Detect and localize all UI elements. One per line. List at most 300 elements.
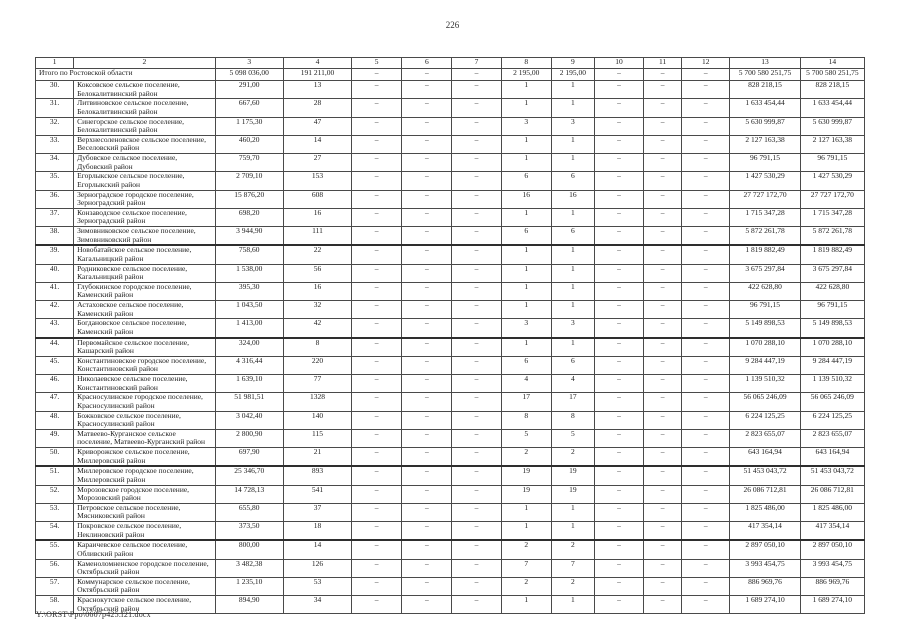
table-row	[36, 559, 865, 577]
value-cell: –	[682, 540, 730, 559]
row-number-cell: 31.	[36, 99, 74, 117]
value-cell: –	[682, 227, 730, 246]
column-number-cell: 2	[74, 58, 216, 69]
value-cell: –	[452, 577, 501, 595]
value-cell: –	[594, 375, 643, 393]
value-cell: –	[682, 466, 730, 485]
value-cell: –	[594, 319, 643, 338]
value-cell: –	[594, 264, 643, 282]
value-cell: –	[402, 319, 452, 338]
value-cell: –	[402, 154, 452, 172]
value-cell: –	[452, 448, 501, 467]
value-cell: 56 065 246,09	[730, 393, 800, 411]
value-cell: 1	[551, 522, 594, 541]
value-cell: 1 689 274,10	[730, 596, 800, 614]
total-value-cell: –	[452, 69, 501, 81]
value-cell: 8	[283, 338, 351, 357]
value-cell: –	[352, 429, 402, 447]
value-cell: 3 482,38	[215, 559, 283, 577]
value-cell: 3	[501, 319, 551, 338]
row-number-cell: 57.	[36, 577, 74, 595]
value-cell: 1	[551, 245, 594, 264]
row-number-cell: 44.	[36, 338, 74, 357]
value-cell: 6	[501, 227, 551, 246]
row-number-cell: 40.	[36, 264, 74, 282]
settlement-name-cell: Новобатайское сельское поселение, Кагальницкий район	[74, 245, 216, 264]
value-cell: –	[682, 596, 730, 614]
value-cell: 4	[501, 375, 551, 393]
value-cell: 1 819 882,49	[800, 245, 864, 264]
value-cell: –	[352, 503, 402, 521]
value-cell: –	[402, 190, 452, 208]
value-cell: –	[594, 338, 643, 357]
value-cell: 2 897 050,10	[800, 540, 864, 559]
value-cell: –	[402, 485, 452, 503]
value-cell: –	[402, 99, 452, 117]
column-number-cell: 12	[682, 58, 730, 69]
value-cell: –	[352, 577, 402, 595]
value-cell: –	[644, 559, 682, 577]
value-cell: –	[594, 503, 643, 521]
settlement-name-cell: Литвиновское сельское поселение, Белокалитвинский район	[74, 99, 216, 117]
value-cell: 422 628,80	[800, 282, 864, 300]
value-cell: 2	[551, 448, 594, 467]
value-cell: –	[594, 596, 643, 614]
value-cell: 1 413,00	[215, 319, 283, 338]
settlement-name-cell: Красносулинское городское поселение, Красносулинский район	[74, 393, 216, 411]
column-number-cell: 1	[36, 58, 74, 69]
value-cell: 324,00	[215, 338, 283, 357]
value-cell: 643 164,94	[730, 448, 800, 467]
total-value-cell: –	[594, 69, 643, 81]
value-cell: 2 127 163,38	[800, 135, 864, 153]
value-cell: 1 427 530,29	[800, 172, 864, 190]
value-cell: –	[682, 99, 730, 117]
value-cell: 1	[501, 503, 551, 521]
value-cell: 2	[501, 540, 551, 559]
total-label-cell: Итого по Ростовской области	[36, 69, 216, 81]
total-value-cell: 191 211,00	[283, 69, 351, 81]
value-cell: 373,50	[215, 522, 283, 541]
value-cell: –	[402, 245, 452, 264]
column-number-cell: 14	[800, 58, 864, 69]
value-cell: 1	[551, 81, 594, 99]
value-cell: 3 944,90	[215, 227, 283, 246]
value-cell: 27 727 172,70	[730, 190, 800, 208]
value-cell: –	[644, 208, 682, 226]
table-row	[36, 282, 865, 300]
settlement-name-cell: Николаевское сельское поселение, Константиновский район	[74, 375, 216, 393]
value-cell: –	[682, 356, 730, 374]
value-cell: 1	[501, 282, 551, 300]
value-cell: 2 709,10	[215, 172, 283, 190]
value-cell: 1 070 288,10	[730, 338, 800, 357]
value-cell: –	[402, 596, 452, 614]
value-cell: 1 139 510,32	[800, 375, 864, 393]
value-cell: 655,80	[215, 503, 283, 521]
value-cell: –	[452, 117, 501, 135]
value-cell: 5 872 261,78	[730, 227, 800, 246]
value-cell: 2 800,90	[215, 429, 283, 447]
value-cell: 8	[551, 411, 594, 429]
value-cell: 51 453 043,72	[730, 466, 800, 485]
value-cell: –	[452, 245, 501, 264]
value-cell: 1	[551, 264, 594, 282]
row-number-cell: 58.	[36, 596, 74, 614]
row-number-cell: 38.	[36, 227, 74, 246]
value-cell: –	[402, 264, 452, 282]
value-cell: 6 224 125,25	[800, 411, 864, 429]
total-value-cell: 2 195,00	[551, 69, 594, 81]
value-cell: 19	[551, 466, 594, 485]
value-cell: –	[352, 540, 402, 559]
value-cell: 1	[551, 135, 594, 153]
value-cell: –	[594, 99, 643, 117]
settlement-name-cell: Божковское сельское поселение, Красносулинский район	[74, 411, 216, 429]
row-number-cell: 33.	[36, 135, 74, 153]
value-cell: 1	[501, 208, 551, 226]
value-cell: 4 316,44	[215, 356, 283, 374]
value-cell: 16	[283, 282, 351, 300]
value-cell: 1	[551, 301, 594, 319]
value-cell: –	[594, 522, 643, 541]
value-cell: –	[452, 227, 501, 246]
value-cell: 1	[551, 208, 594, 226]
value-cell: –	[682, 503, 730, 521]
table-row	[36, 264, 865, 282]
value-cell: –	[594, 245, 643, 264]
value-cell: –	[352, 245, 402, 264]
value-cell: 1	[551, 596, 594, 614]
value-cell: 6	[551, 356, 594, 374]
value-cell: –	[402, 577, 452, 595]
value-cell: –	[352, 154, 402, 172]
value-cell: –	[402, 81, 452, 99]
value-cell: –	[452, 485, 501, 503]
value-cell: –	[452, 135, 501, 153]
row-number-cell: 51.	[36, 466, 74, 485]
settlement-name-cell: Караичевское сельское поселение, Обливский район	[74, 540, 216, 559]
value-cell: –	[402, 375, 452, 393]
value-cell: –	[682, 135, 730, 153]
value-cell: –	[352, 208, 402, 226]
row-number-cell: 34.	[36, 154, 74, 172]
value-cell: –	[352, 227, 402, 246]
row-number-cell: 36.	[36, 190, 74, 208]
value-cell: 6 224 125,25	[730, 411, 800, 429]
row-number-cell: 43.	[36, 319, 74, 338]
value-cell: 1 427 530,29	[730, 172, 800, 190]
page-number: 226	[445, 20, 460, 30]
value-cell: 1 235,10	[215, 577, 283, 595]
total-value-cell: –	[352, 69, 402, 81]
value-cell: 2 823 655,07	[800, 429, 864, 447]
table-row	[36, 172, 865, 190]
settlement-name-cell: Краснокутское сельское поселение, Октябрьский район	[74, 596, 216, 614]
value-cell: 1 175,30	[215, 117, 283, 135]
value-cell: 1	[551, 503, 594, 521]
value-cell: 1 715 347,28	[800, 208, 864, 226]
value-cell: –	[682, 559, 730, 577]
column-number-cell: 5	[352, 58, 402, 69]
value-cell: 3 993 454,75	[800, 559, 864, 577]
value-cell: –	[644, 466, 682, 485]
value-cell: –	[352, 190, 402, 208]
value-cell: –	[644, 301, 682, 319]
value-cell: –	[452, 172, 501, 190]
column-number-cell: 10	[594, 58, 643, 69]
row-number-cell: 53.	[36, 503, 74, 521]
settlement-name-cell: Коксовское сельское поселение, Белокалитвинский район	[74, 81, 216, 99]
value-cell: 5	[551, 429, 594, 447]
value-cell: 27	[283, 154, 351, 172]
value-cell: 25 346,70	[215, 466, 283, 485]
value-cell: 34	[283, 596, 351, 614]
value-cell: –	[594, 559, 643, 577]
row-number-cell: 30.	[36, 81, 74, 99]
value-cell: 42	[283, 319, 351, 338]
value-cell: 153	[283, 172, 351, 190]
table-row	[36, 596, 865, 614]
value-cell: 1 633 454,44	[730, 99, 800, 117]
value-cell: 1 689 274,10	[800, 596, 864, 614]
value-cell: –	[594, 117, 643, 135]
value-cell: –	[682, 172, 730, 190]
value-cell: 1	[501, 264, 551, 282]
column-number-cell: 4	[283, 58, 351, 69]
value-cell: 1	[501, 154, 551, 172]
value-cell: 7	[501, 559, 551, 577]
value-cell: –	[594, 411, 643, 429]
value-cell: –	[682, 117, 730, 135]
value-cell: 96 791,15	[730, 154, 800, 172]
value-cell: 1 043,50	[215, 301, 283, 319]
value-cell: 1 633 454,44	[800, 99, 864, 117]
value-cell: 1 819 882,49	[730, 245, 800, 264]
value-cell: –	[402, 522, 452, 541]
settlement-name-cell: Морозовское городское поселение, Морозовский район	[74, 485, 216, 503]
value-cell: 1	[551, 282, 594, 300]
value-cell: 1 715 347,28	[730, 208, 800, 226]
value-cell: 16	[551, 190, 594, 208]
value-cell: –	[402, 356, 452, 374]
value-cell: –	[352, 117, 402, 135]
table-row	[36, 301, 865, 319]
value-cell: 16	[283, 208, 351, 226]
value-cell: –	[594, 154, 643, 172]
value-cell: –	[402, 448, 452, 467]
value-cell: 4	[551, 375, 594, 393]
settlement-name-cell: Матвеево-Курганское сельское поселение, Матвеево-Курганский район	[74, 429, 216, 447]
value-cell: 96 791,15	[800, 301, 864, 319]
value-cell: –	[594, 577, 643, 595]
table-row	[36, 577, 865, 595]
value-cell: –	[594, 172, 643, 190]
value-cell: 1	[551, 99, 594, 117]
value-cell: 19	[501, 485, 551, 503]
value-cell: 759,70	[215, 154, 283, 172]
row-number-cell: 54.	[36, 522, 74, 541]
settlement-name-cell: Егорлыкское сельское поселение, Егорлыкский район	[74, 172, 216, 190]
value-cell: 17	[501, 393, 551, 411]
value-cell: –	[352, 301, 402, 319]
table-row	[36, 522, 865, 541]
value-cell: –	[402, 429, 452, 447]
value-cell: 1	[501, 596, 551, 614]
value-cell: 14 728,13	[215, 485, 283, 503]
value-cell: –	[644, 448, 682, 467]
value-cell: –	[452, 190, 501, 208]
value-cell: 8	[501, 411, 551, 429]
value-cell: –	[682, 375, 730, 393]
row-number-cell: 52.	[36, 485, 74, 503]
value-cell: –	[352, 99, 402, 117]
value-cell: –	[682, 282, 730, 300]
value-cell: 643 164,94	[800, 448, 864, 467]
settlement-name-cell: Дубовское сельское поселение, Дубовский район	[74, 154, 216, 172]
column-number-cell: 8	[501, 58, 551, 69]
value-cell: 9 284 447,19	[730, 356, 800, 374]
value-cell: 417 354,14	[730, 522, 800, 541]
row-number-cell: 45.	[36, 356, 74, 374]
column-number-cell: 11	[644, 58, 682, 69]
value-cell: 6	[501, 356, 551, 374]
value-cell: 5 630 999,87	[730, 117, 800, 135]
value-cell: –	[594, 208, 643, 226]
value-cell: –	[644, 319, 682, 338]
value-cell: –	[644, 282, 682, 300]
value-cell: 460,20	[215, 135, 283, 153]
row-number-cell: 48.	[36, 411, 74, 429]
value-cell: 2	[501, 448, 551, 467]
value-cell: 37	[283, 503, 351, 521]
value-cell: –	[682, 301, 730, 319]
settlement-name-cell: Покровское сельское поселение, Неклиновский район	[74, 522, 216, 541]
value-cell: –	[402, 466, 452, 485]
value-cell: 1	[501, 135, 551, 153]
value-cell: 14	[283, 135, 351, 153]
value-cell: 5 872 261,78	[800, 227, 864, 246]
value-cell: –	[644, 577, 682, 595]
column-number-cell: 3	[215, 58, 283, 69]
value-cell: 3 675 297,84	[730, 264, 800, 282]
value-cell: –	[452, 559, 501, 577]
value-cell: 1 639,10	[215, 375, 283, 393]
value-cell: –	[352, 264, 402, 282]
value-cell: 6	[551, 172, 594, 190]
value-cell: –	[594, 466, 643, 485]
value-cell: 32	[283, 301, 351, 319]
value-cell: –	[402, 338, 452, 357]
settlement-name-cell: Каменоломненское городское поселение, Октябрьский район	[74, 559, 216, 577]
value-cell: 1 139 510,32	[730, 375, 800, 393]
value-cell: –	[452, 522, 501, 541]
value-cell: 15 876,20	[215, 190, 283, 208]
value-cell: 893	[283, 466, 351, 485]
value-cell: –	[594, 190, 643, 208]
value-cell: –	[682, 245, 730, 264]
table-row	[36, 375, 865, 393]
value-cell: –	[594, 282, 643, 300]
value-cell: –	[644, 227, 682, 246]
value-cell: 7	[551, 559, 594, 577]
value-cell: –	[594, 485, 643, 503]
value-cell: –	[352, 596, 402, 614]
row-number-cell: 46.	[36, 375, 74, 393]
value-cell: –	[594, 301, 643, 319]
value-cell: 800,00	[215, 540, 283, 559]
total-value-cell: –	[402, 69, 452, 81]
settlement-name-cell: Первомайское сельское поселение, Кашарский район	[74, 338, 216, 357]
value-cell: –	[352, 282, 402, 300]
value-cell: –	[682, 522, 730, 541]
value-cell: –	[682, 577, 730, 595]
value-cell: 51 453 043,72	[800, 466, 864, 485]
value-cell: –	[682, 208, 730, 226]
value-cell: –	[594, 448, 643, 467]
row-number-cell: 47.	[36, 393, 74, 411]
settlement-name-cell: Верхнесоленовское сельское поселение, Веселовский район	[74, 135, 216, 153]
table-row	[36, 227, 865, 246]
value-cell: –	[644, 540, 682, 559]
total-value-cell: 5 098 036,00	[215, 69, 283, 81]
row-number-cell: 35.	[36, 172, 74, 190]
table-row	[36, 81, 865, 99]
value-cell: 5 149 898,53	[730, 319, 800, 338]
row-number-cell: 32.	[36, 117, 74, 135]
value-cell: –	[402, 208, 452, 226]
value-cell: –	[352, 485, 402, 503]
value-cell: –	[682, 319, 730, 338]
settlement-name-cell: Астаховское сельское поселение, Каменский район	[74, 301, 216, 319]
value-cell: 758,60	[215, 245, 283, 264]
table-row	[36, 245, 865, 264]
value-cell: 1	[551, 154, 594, 172]
value-cell: 1 825 486,00	[800, 503, 864, 521]
value-cell: 3	[551, 319, 594, 338]
value-cell: 126	[283, 559, 351, 577]
value-cell: –	[644, 596, 682, 614]
table-row	[36, 117, 865, 135]
value-cell: –	[644, 81, 682, 99]
column-number-cell: 6	[402, 58, 452, 69]
value-cell: 894,90	[215, 596, 283, 614]
value-cell: –	[452, 356, 501, 374]
table-row	[36, 338, 865, 357]
value-cell: –	[352, 319, 402, 338]
value-cell: –	[594, 429, 643, 447]
settlement-name-cell: Глубокинское городское поселение, Каменский район	[74, 282, 216, 300]
value-cell: –	[682, 264, 730, 282]
value-cell: 697,90	[215, 448, 283, 467]
value-cell: 828 218,15	[800, 81, 864, 99]
value-cell: –	[682, 81, 730, 99]
value-cell: 96 791,15	[730, 301, 800, 319]
settlement-name-cell: Миллеровское городское поселение, Миллеровский район	[74, 466, 216, 485]
value-cell: –	[452, 411, 501, 429]
value-cell: –	[594, 540, 643, 559]
value-cell: 51 981,51	[215, 393, 283, 411]
value-cell: –	[594, 227, 643, 246]
value-cell: –	[644, 190, 682, 208]
table-row	[36, 393, 865, 411]
value-cell: –	[644, 99, 682, 117]
table-row	[36, 411, 865, 429]
value-cell: –	[352, 448, 402, 467]
table-row	[36, 503, 865, 521]
table-row	[36, 485, 865, 503]
total-value-cell: 2 195,00	[501, 69, 551, 81]
